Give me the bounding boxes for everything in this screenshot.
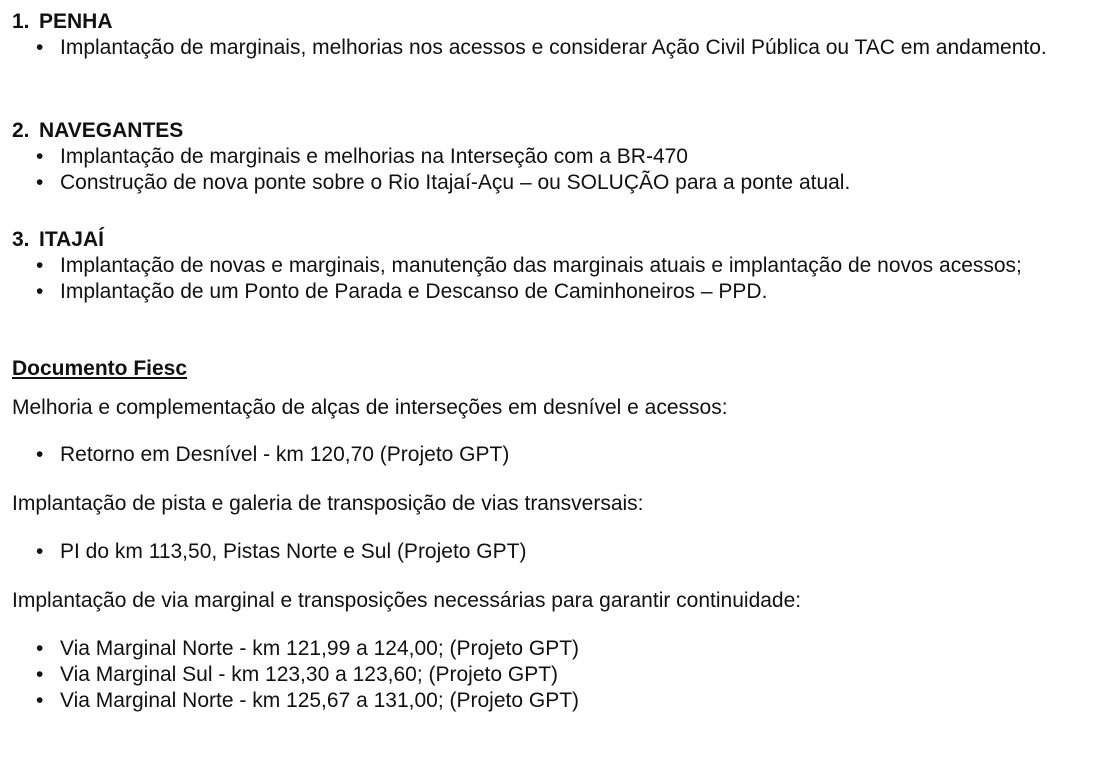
bullet-icon: • (36, 689, 44, 712)
section-heading-itajai (12, 227, 104, 253)
fiesc-intro-2: Implantação de pista e galeria de transposição de vias transversais: (12, 492, 644, 515)
bullet-icon: • (36, 254, 44, 277)
list-item: • Construção de nova ponte sobre o Rio Itajaí-Açu – ou SOLUÇÃO para a ponte atual. (36, 171, 851, 194)
bullet-icon: • (36, 36, 44, 59)
list-item: • Via Marginal Norte - km 121,99 a 124,00; (Projeto GPT) (36, 637, 580, 660)
section-title: ITAJAÍ (39, 228, 104, 251)
bullet-icon: • (36, 663, 44, 686)
bullet-list (36, 144, 1076, 196)
section-heading-penha (12, 9, 113, 35)
list-item: • Implantação de marginais e melhorias na Interseção com a BR-470 (36, 145, 688, 168)
bullet-list (36, 539, 1076, 565)
list-item: • Implantação de marginais, melhorias nos acessos e considerar Ação Civil Pública ou TAC em andamento. (36, 36, 1047, 59)
bullet-icon: • (36, 637, 44, 660)
list-item: • Implantação de novas e marginais, manutenção das marginais atuais e implantação de novos acessos; (36, 254, 1022, 277)
fiesc-intro-3: Implantação de via marginal e transposições necessárias para garantir continuidade: (12, 589, 802, 612)
section-heading-navegantes (12, 118, 183, 144)
bullet-icon: • (36, 171, 44, 194)
list-item: • PI do km 113,50, Pistas Norte e Sul (Projeto GPT) (36, 540, 527, 563)
list-item: • Via Marginal Norte - km 125,67 a 131,00; (Projeto GPT) (36, 689, 580, 712)
section-title: PENHA (39, 10, 113, 33)
bullet-icon: • (36, 145, 44, 168)
section-number: 3. (12, 228, 30, 251)
list-item: • Implantação de um Ponto de Parada e Descanso de Caminhoneiros – PPD. (36, 280, 768, 303)
list-item: • Via Marginal Sul - km 123,30 a 123,60; (Projeto GPT) (36, 663, 559, 686)
fiesc-intro-1: Melhoria e complementação de alças de interseções em desnível e acessos: (12, 396, 728, 419)
section-number: 2. (12, 119, 30, 142)
bullet-icon: • (36, 280, 44, 303)
bullet-icon: • (36, 443, 44, 466)
bullet-icon: • (36, 540, 44, 563)
bullet-list (36, 442, 1076, 468)
section-title: NAVEGANTES (39, 119, 184, 142)
list-item: • Retorno em Desnível - km 120,70 (Projeto GPT) (36, 443, 510, 466)
bullet-list (36, 636, 1076, 714)
bullet-list (36, 35, 1076, 61)
fiesc-title: Documento Fiesc (12, 357, 188, 380)
bullet-list (36, 253, 1076, 305)
section-number: 1. (12, 10, 30, 33)
